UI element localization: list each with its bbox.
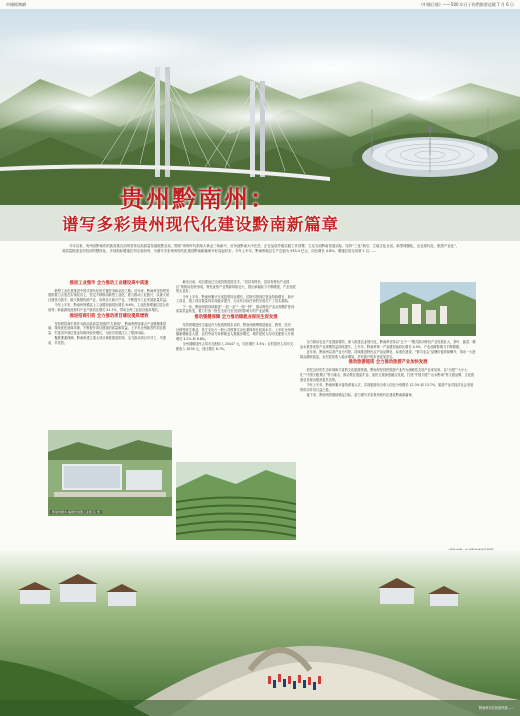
paragraph: 近年来，黔南州以茶产业为引领，持续推进特色农产品品牌化、标准化建设，“都匀毛尖”品牌价值持续攀升，带动一大批群众增收致富，农村居民收入稳步增加，乡村振兴的步伐更加坚实。: [300, 350, 476, 359]
article-column-3: [300, 340, 476, 545]
paragraph: 截至目前，项目建设已完成投资进度过半，“县县有特色、县县有特色产业园区”的格局加快形成，特色优势产业集群持续壮大，园区承载能力不断增强，产业发展势头良好。: [176, 280, 296, 294]
village-panorama-illustration: [0, 550, 520, 716]
article-column-1: [48, 280, 170, 426]
photo-industrial-park: [48, 430, 172, 516]
section-heading: 推动强健保障 全力推动稳就业保民生促发展: [194, 315, 278, 321]
header-right: 《中國日報》——500 年日子你們都要這樣 7 月 6 日: [418, 2, 514, 7]
section-heading: 推进招商引资 全力推动项目建设提质增效: [69, 313, 149, 319]
paragraph: 全州城镇居民人均可支配收入 20447 元，同比增长 3.5%；农村居民人均可支配收入 6135 元，同比增长 6.7%。: [176, 342, 294, 351]
bottom-panorama: [0, 550, 520, 716]
article-column-2: [176, 280, 296, 460]
section-heading: 推进工业强市 全力推动工业建设高中质速: [69, 281, 149, 286]
headline-main: 贵州黔南州：: [120, 184, 276, 213]
paragraph: 坚持把招商引资作为推动高质量发展的“生命线”，黔南州围绕重点产业链精准招商，持续优化营商环境，不断提升项目建设的质量和效益。上半年全州新签约项目数量、引进省外到位资金均保持较快增长，为经济发展注入了强劲动能。: [48, 321, 167, 335]
paragraph: 新型工业化是推进中国式现代化的关键任务和必经之路。近年来，黔南州坚持把发展的着力点放在实体经济上，坚定不移推动新型工业化，着力推动工业振兴，以重大项目建设为抓手，做大做强传统产业，培育壮大新兴产业，不断提升工业发展质量效益。: [48, 288, 170, 303]
paragraph: 坚持把增进民生福祉作为发展的根本目的，黔南州统筹推进就业、教育、医疗、社保等民生事业，民生支出占一般公共预算支出比重保持在较高水平。上半年全州城镇新增就业人数、农村劳动力转移就业人数稳步增长，城乡居民人均可支配收入分别增长 4.2% 和 6.8%。: [176, 322, 295, 341]
tea-garden-illustration: [176, 462, 296, 540]
photo-tea-garden: [176, 462, 296, 540]
paragraph: 今年上半年，黔南州规模以上工业增加值同比增长 8.6%，工业投资增速位居全省前列；新能源电池材料产业产值同比增长 41.7%，带动全州工业经济稳步增长。: [48, 303, 169, 313]
headline-sub: 谱写多彩贵州现代化建设黔南新篇章: [62, 215, 339, 234]
paragraph: 接下来，黔南州将继续锚定目标，奋力谱写多彩贵州现代化建设黔南新篇章。: [306, 392, 415, 397]
paragraph: 今年上半年，黔南州累计完成投资同比增长，招商引资到位资金持续增长，新开工项目、竣工项目数量均实现稳步提升，为全年目标任务的完成打下了坚实基础。: [176, 294, 295, 304]
photo-caption: 黔南州多彩民族风情……: [478, 706, 514, 710]
lead-paragraph: 今年以来，贵州省黔南布依族苗族自治州坚持以高质量发展统揽全局，围绕“贵州时代供给大黄金三角新兴，应争创黔南大中在岳、正在品质升级实践工作部署，立足当前黔南发展实际，坚持“三化”新引，立地文化全活，新型城镇化，农业现代化、旅游产业化”，高质量推进农村经济的整体化、多项指标增速位列全省前列，为谱写多彩贵州现代化建设黔南新篇章开好局起好步。今年上半年，黔南州地区生产总值为 933.4 亿元，同比增长 4.8%，增速位居全省第 1 位……: [62, 244, 460, 254]
paragraph: 全力推动农业产业提质增效，深入推进农业现代化，黔南州坚持以“五个一”模式推动特色产业发展壮大，茶叶、蔬菜、精品水果等优势产业规模效益持续提升。上半年，黔南州第一产业增加值同比增长 4.9%，产业品牌影响力不断增强。: [300, 340, 476, 349]
photo-caption: 黔南州惠水·福建先进园工业园 区 贵: [52, 510, 100, 514]
paragraph: 今年上半年，黔南州累计接待游客人次、实现旅游综合收入同比分别增长 12.3% 和 13.7%，旅游产业对经济社会发展的带动作用日益凸显。: [300, 382, 474, 392]
section-heading: 推动旅游提质 全力推动旅游产业加快发展: [348, 360, 428, 366]
header-left: 中國經濟網: [6, 2, 26, 7]
industrial-park-illustration: [48, 430, 172, 516]
paragraph: 聚焦要素保障，黔南州建立重大项目调度推进机制，全力推动项目早开工、早建成、早见效。: [48, 336, 167, 345]
paragraph: 下一步，黔南州将持续推进“一县一业”“一园一特”，推动特色产业从规模扩张向质量效益转变，着力打造一批在全省乃至全国有影响力的产业品牌。: [176, 304, 295, 314]
photo-city: [380, 282, 476, 336]
paragraph: 依托良好的生态环境和丰富的文化旅游资源，黔南州坚持把旅游产业作为战略性支柱产业来培育，以“天眼”“大小七孔”“中国天眼景区”等为重点，推动景区提质扩容，加快文旅深度融合发展，打造“中国天眼”“山水黔南”等文旅品牌，文化旅游业呈现出强劲复苏态势。: [300, 368, 475, 382]
hero-image: [0, 9, 520, 241]
city-illustration: [380, 282, 476, 336]
